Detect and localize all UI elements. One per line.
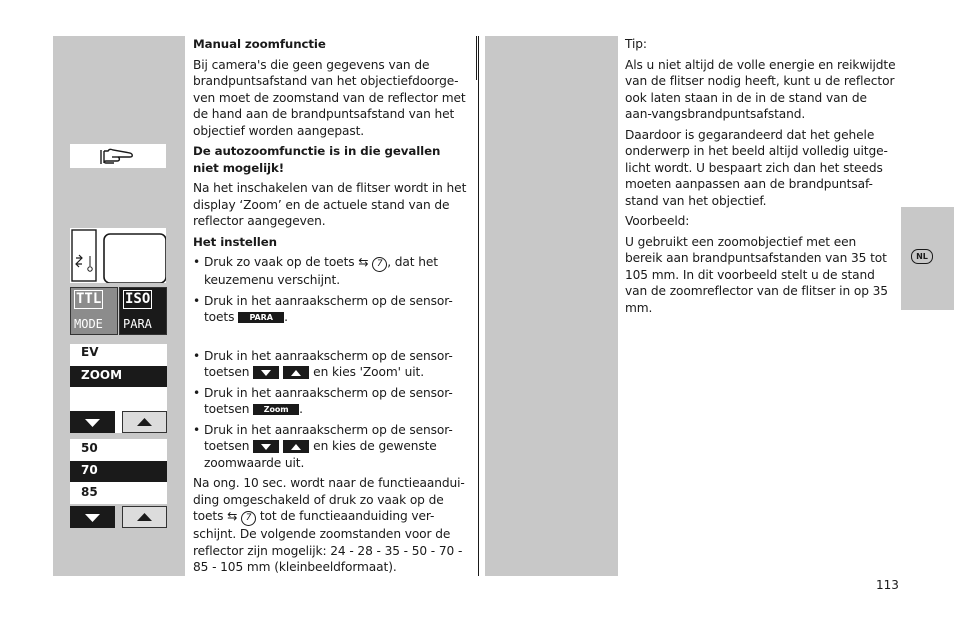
menu-item-70-label: 70	[81, 463, 98, 477]
toggle-arrows-icon: ⇆	[358, 255, 369, 269]
para-label: PARA	[123, 317, 152, 331]
arrow-up-button	[122, 411, 167, 433]
menu-item-70	[70, 461, 167, 482]
zoom-key-label: Zoom	[253, 404, 299, 415]
tip-label: Tip:	[625, 37, 647, 51]
step-5: • Druk in het aanraakscherm op de sensor-toetsen en kies de gewenste zoomwaarde uit.	[193, 422, 453, 470]
step-4: • Druk in het aanraakscherm op de sensor-toetsen Zoom .	[193, 385, 453, 416]
step-2: • Druk in het aanraakscherm op de sensor-toets PARA .	[193, 293, 453, 324]
middle-sidebar	[485, 36, 618, 576]
intro-paragraph: Bij camera's die geen gegevens van de brandpuntsafstand van het objectiefdoorge-ven moet de zoomstand van de reflector met de hand aan de brandpuntsafstand van het objectief worden aangepast.	[193, 57, 466, 138]
para-key-label: PARA	[238, 312, 284, 323]
down-arrow-key-icon-2	[253, 440, 279, 453]
iso-para-button	[119, 287, 167, 335]
arrow-down-button	[70, 411, 115, 433]
step-3: • Druk in het aanraakscherm op de sensor-toetsen en kies 'Zoom' uit.	[193, 348, 453, 379]
closing-paragraph: Na ong. 10 sec. wordt naar de functieaandui-ding omgeschakeld of druk zo vaak op de toets ⇆ 7 tot de functieaanduiding ver-schijnt. De volgende zoomstanden voor de reflector zijn mogelijk: 24 - 28 - 35 - 50 - 70 - 85 - 105 mm (kleinbeeldformaat).	[193, 476, 465, 574]
menu-item-ev: EV	[81, 345, 99, 359]
left-text-column	[193, 36, 469, 580]
column-divider-main	[478, 36, 479, 576]
example-label: Voorbeeld:	[625, 214, 690, 228]
menu-item-zoom-label: ZOOM	[81, 368, 123, 382]
menu-item-zoom	[70, 366, 167, 387]
key-number-circle: 7	[372, 257, 387, 272]
mode-label: MODE	[74, 317, 103, 331]
tip-paragraph-2: Daardoor is gegarandeerd dat het gehele onderwerp in het beeld altijd volledig uitge-licht wordt. U bespaart zich dan het steeds moeten aanpassen aan de brandpuntsaf-stand van het objectief.	[625, 127, 888, 208]
language-tab	[901, 207, 954, 310]
language-badge: NL	[911, 249, 933, 264]
menu-item-50: 50	[81, 441, 98, 455]
step-1: • Druk zo vaak op de toets ⇆ 7 , dat het keuzemenu verschijnt.	[193, 255, 438, 287]
zoom-values-menu	[70, 439, 167, 504]
ttl-mode-button	[70, 287, 118, 335]
arrow-down-button-2	[70, 506, 115, 528]
right-text-column	[625, 36, 897, 320]
tip-paragraph-1: Als u niet altijd de volle energie en reikwijdte van de flitser nodig heeft, kunt u de reflector ook laten staan in de in de stand van de aan-vangsbrandpuntsafstand.	[625, 57, 896, 121]
section-title: Manual zoomfunctie	[193, 37, 326, 51]
menu-item-85: 85	[81, 485, 98, 499]
up-arrow-key-icon	[283, 366, 309, 379]
menu-separator	[70, 389, 167, 410]
ttl-label: TTL	[76, 291, 102, 307]
down-arrow-key-icon	[253, 366, 279, 379]
subsection-title: Het instellen	[193, 234, 277, 249]
key-number-circle-2: 7	[241, 511, 256, 526]
flash-display-icon	[70, 228, 166, 283]
pointing-hand-icon	[70, 144, 166, 168]
column-divider-left	[476, 36, 477, 80]
iso-label: ISO	[125, 291, 151, 307]
page-number: 113	[876, 578, 899, 592]
display-paragraph: Na het inschakelen van de flitser wordt in het display ‘Zoom’ en de actuele stand van de reflector aangegeven.	[193, 181, 467, 228]
example-paragraph: U gebruikt een zoomobjectief met een bereik aan brandpuntsafstanden van 35 tot 105 mm. In dit voorbeeld stelt u de stand van de zoomreflector van de flitser in op 35 mm.	[625, 234, 888, 315]
arrow-up-button-2	[122, 506, 167, 528]
up-arrow-key-icon-2	[283, 440, 309, 453]
toggle-arrows-icon-2: ⇆	[227, 509, 238, 523]
warning-text: De autozoomfunctie is in die gevallen niet mogelijk!	[193, 144, 441, 175]
